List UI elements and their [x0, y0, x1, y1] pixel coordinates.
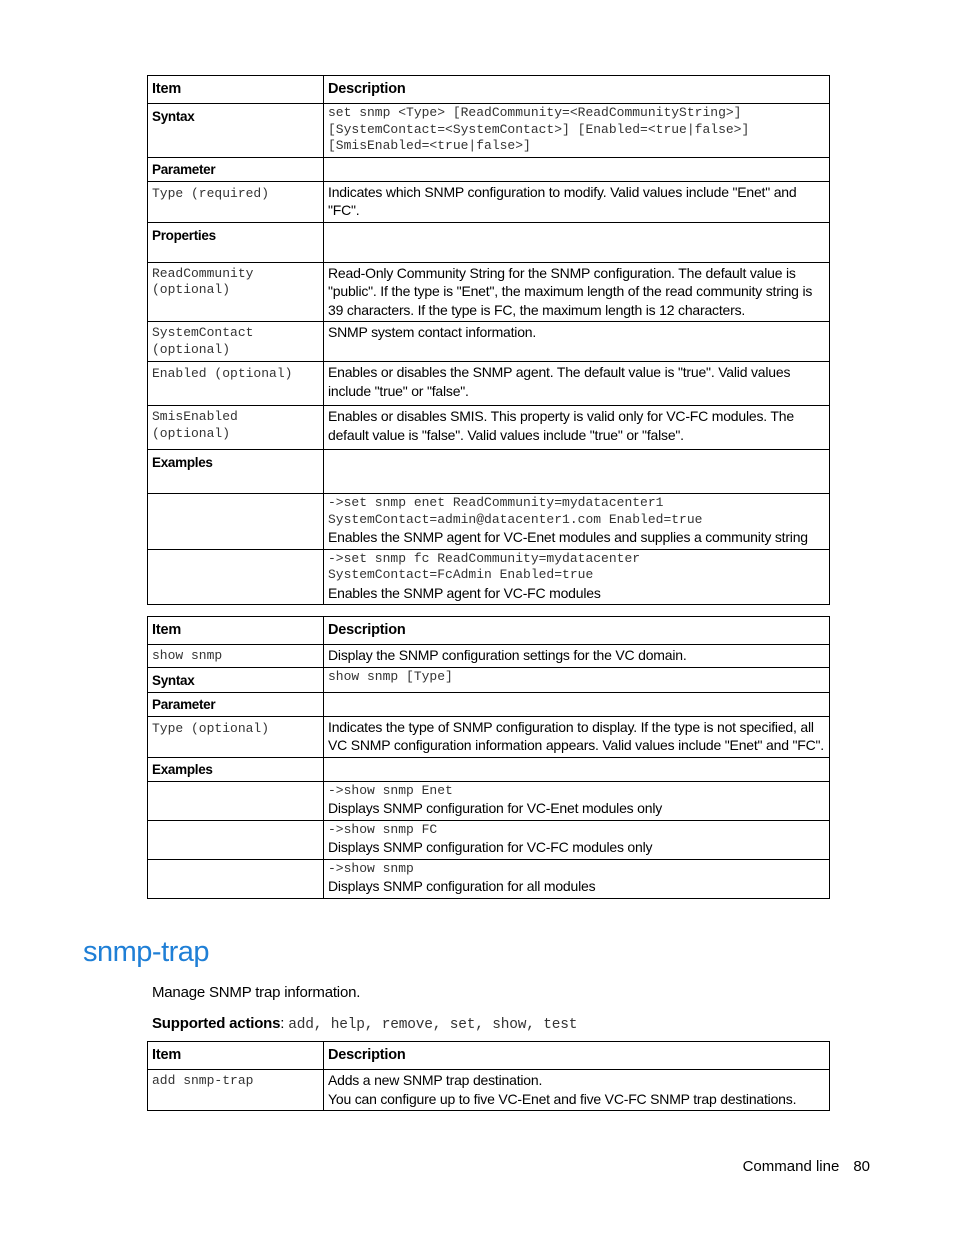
- prop-row-readcommunity: [148, 262, 830, 322]
- examples-row: [148, 450, 830, 494]
- command-desc-line2: You can configure up to five VC-Enet and five VC-FC SNMP trap destinations.: [328, 1090, 797, 1107]
- example-cell: [324, 494, 830, 550]
- syntax-value: set snmp <Type> [ReadCommunity=<ReadCommunityString>] [SystemContact=<SystemContact>] [Enabled=<true|false>] [SmisEnabled=<true|false>]: [328, 105, 750, 153]
- supported-actions-label: Supported actions: [152, 1015, 281, 1032]
- table-header-row: [148, 1042, 830, 1070]
- set-snmp-table: [147, 75, 830, 605]
- page-number: 80: [853, 1158, 870, 1175]
- examples-empty-cell: [324, 450, 830, 494]
- example-cell: [324, 549, 830, 605]
- prop-name-cell: [148, 322, 324, 362]
- parameter-label: Parameter: [148, 692, 324, 716]
- command-name: show snmp: [152, 648, 223, 663]
- example-cell: [324, 820, 830, 859]
- prop-name-cell: [148, 262, 324, 322]
- example-desc: Enables the SNMP agent for VC-Enet modules and supplies a community string: [328, 529, 808, 545]
- syntax-label: Syntax: [148, 104, 324, 158]
- command-desc-cell: [324, 1070, 830, 1111]
- example-row: [148, 859, 830, 898]
- syntax-row: [148, 667, 830, 692]
- prop-row-systemcontact: [148, 322, 830, 362]
- command-cell: [148, 645, 324, 668]
- example-code: ->show snmp: [328, 860, 414, 876]
- example-empty-cell: [148, 859, 324, 898]
- parameter-row: [148, 157, 830, 181]
- parameter-label: Parameter: [148, 157, 324, 181]
- prop-name-cell: [148, 406, 324, 450]
- supported-actions: [152, 1015, 577, 1034]
- example-code: ->show snmp FC: [328, 821, 438, 837]
- param-type-desc: Indicates the type of SNMP configuration to display. If the type is not specified, all VC SNMP configuration information appears. Valid values include "Enet" and "FC".: [324, 716, 830, 757]
- prop-name: ReadCommunity (optional): [152, 265, 254, 297]
- command-cell: [148, 1070, 324, 1111]
- syntax-cell: [324, 104, 830, 158]
- prop-row-enabled: [148, 362, 830, 406]
- properties-row: [148, 222, 830, 262]
- header-item: Item: [148, 617, 324, 645]
- parameter-empty-cell: [324, 692, 830, 716]
- syntax-cell: [324, 667, 830, 692]
- header-description: Description: [324, 617, 830, 645]
- param-type-cell: [148, 181, 324, 222]
- examples-row: [148, 757, 830, 781]
- syntax-value: show snmp [Type]: [328, 668, 453, 684]
- add-snmp-trap-table: [147, 1041, 830, 1111]
- command-row: [148, 645, 830, 668]
- prop-row-smisenabled: [148, 406, 830, 450]
- prop-name: SystemContact (optional): [152, 325, 254, 357]
- section-title: snmp-trap: [83, 936, 210, 968]
- param-type-row: [148, 716, 830, 757]
- page-footer: [743, 1158, 870, 1175]
- example-cell: [324, 781, 830, 820]
- prop-desc: Enables or disables the SNMP agent. The default value is "true". Valid values include "true" or "false".: [324, 362, 830, 406]
- prop-name: Enabled (optional): [152, 366, 293, 381]
- command-row: [148, 1070, 830, 1111]
- table-header-row: [148, 617, 830, 645]
- param-type-cell: [148, 716, 324, 757]
- table-header-row: [148, 76, 830, 104]
- param-type-name: Type (optional): [152, 720, 270, 736]
- prop-desc: Enables or disables SMIS. This property is valid only for VC-FC modules. The default value is "false". Valid values include "true" or "false".: [324, 406, 830, 450]
- properties-label: Properties: [148, 222, 324, 262]
- example-row: [148, 781, 830, 820]
- examples-label: Examples: [148, 757, 324, 781]
- example-desc: Displays SNMP configuration for VC-Enet modules only: [328, 800, 663, 816]
- example-desc: Displays SNMP configuration for VC-FC modules only: [328, 839, 653, 855]
- examples-empty-cell: [324, 757, 830, 781]
- prop-name: SmisEnabled (optional): [152, 409, 238, 441]
- supported-actions-separator: :: [280, 1015, 289, 1032]
- prop-name-cell: [148, 362, 324, 406]
- example-empty-cell: [148, 820, 324, 859]
- header-item: Item: [148, 76, 324, 104]
- example-empty-cell: [148, 549, 324, 605]
- footer-section: Command line: [742, 1158, 840, 1175]
- syntax-row: [148, 104, 830, 158]
- prop-desc: Read-Only Community String for the SNMP configuration. The default value is "public". If the type is "Enet", the maximum length of the read community string is 39 characters. If the type is FC, the maximum length is 12 characters.: [324, 262, 830, 322]
- example-desc: Enables the SNMP agent for VC-FC modules: [328, 584, 601, 601]
- parameter-row: [148, 692, 830, 716]
- prop-desc: SNMP system contact information.: [324, 322, 830, 362]
- example-empty-cell: [148, 494, 324, 550]
- param-type-row: [148, 181, 830, 222]
- header-description: Description: [324, 76, 830, 104]
- examples-label: Examples: [148, 450, 324, 494]
- example-row: [148, 820, 830, 859]
- properties-empty-cell: [324, 222, 830, 262]
- example-row: [148, 494, 830, 550]
- example-row: [148, 549, 830, 605]
- supported-actions-list: add, help, remove, set, show, test: [288, 1017, 578, 1033]
- header-item: Item: [148, 1042, 324, 1070]
- example-code: ->set snmp enet ReadCommunity=mydatacenter1 SystemContact=admin@datacenter1.com Enabled=true: [328, 495, 703, 527]
- show-snmp-table: [147, 616, 830, 899]
- param-type-name: Type (required): [152, 185, 270, 201]
- example-empty-cell: [148, 781, 324, 820]
- header-description: Description: [324, 1042, 830, 1070]
- example-cell: [324, 859, 830, 898]
- parameter-empty-cell: [324, 157, 830, 181]
- example-code: ->show snmp Enet: [328, 782, 453, 798]
- section-intro: Manage SNMP trap information.: [152, 984, 361, 1001]
- command-desc: Display the SNMP configuration settings for the VC domain.: [324, 645, 830, 668]
- syntax-label: Syntax: [148, 667, 324, 692]
- command-desc-line1: Adds a new SNMP trap destination.: [328, 1072, 543, 1088]
- param-type-desc: Indicates which SNMP configuration to modify. Valid values include "Enet" and "FC".: [324, 181, 830, 222]
- example-desc: Displays SNMP configuration for all modules: [328, 878, 596, 894]
- example-code: ->set snmp fc ReadCommunity=mydatacenter SystemContact=FcAdmin Enabled=true: [328, 550, 641, 582]
- command-name: add snmp-trap: [152, 1073, 254, 1088]
